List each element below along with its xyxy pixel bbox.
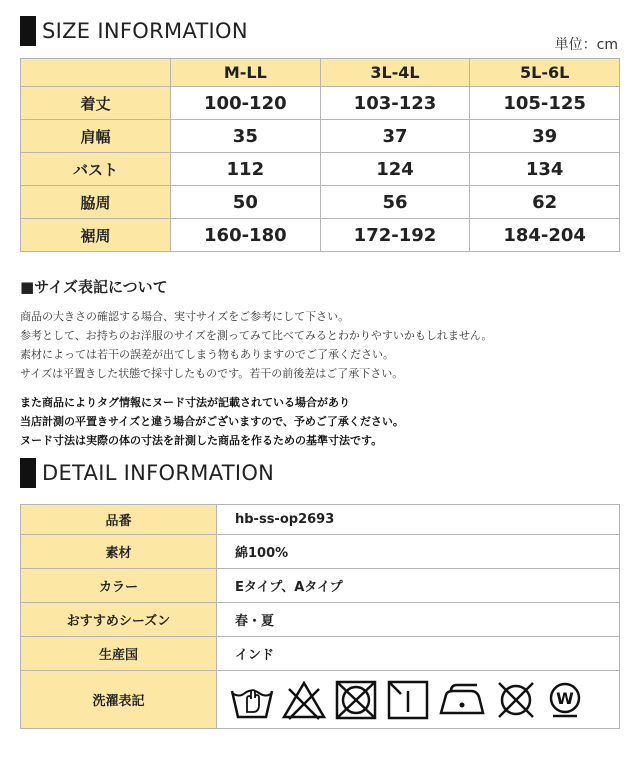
size-col-header: M-LL bbox=[171, 59, 321, 87]
notes-title: ■サイズ表記について bbox=[20, 278, 168, 296]
size-row-label: バスト bbox=[21, 153, 171, 186]
size-table bbox=[20, 58, 620, 252]
wet-clean-letter: W bbox=[556, 688, 574, 708]
table-row bbox=[21, 637, 620, 671]
size-cell: 35 bbox=[171, 120, 321, 153]
notes-bold-line: ヌード寸法は実際の体の寸法を計測した商品を作るための基準寸法です。 bbox=[20, 434, 383, 447]
notes-line: サイズは平置きした状態で採寸したものです。若干の前後差はご了承下さい。 bbox=[20, 367, 404, 380]
size-row-label: 脇周 bbox=[21, 186, 171, 219]
size-info-heading bbox=[20, 16, 248, 46]
unit-label: 単位：cm bbox=[554, 37, 618, 53]
detail-row-value: 春・夏 bbox=[217, 603, 620, 637]
size-cell: 112 bbox=[171, 153, 321, 186]
detail-row-label: 品番 bbox=[21, 505, 217, 535]
table-row bbox=[21, 603, 620, 637]
wet-clean-icon bbox=[545, 679, 585, 721]
care-icons-cell bbox=[217, 671, 620, 729]
heading-bar bbox=[20, 16, 36, 46]
table-row bbox=[21, 87, 620, 120]
line-dry-shade-icon bbox=[385, 679, 431, 721]
table-row bbox=[21, 120, 620, 153]
size-cell: 100-120 bbox=[171, 87, 321, 120]
no-bleach-icon bbox=[281, 679, 327, 721]
care-icons bbox=[229, 679, 619, 721]
detail-row-label: おすすめシーズン bbox=[21, 603, 217, 637]
table-row bbox=[21, 186, 620, 219]
detail-row-label: 素材 bbox=[21, 535, 217, 569]
size-cell: 160-180 bbox=[171, 219, 321, 252]
size-cell: 103-123 bbox=[320, 87, 470, 120]
detail-row-value: hb-ss-op2693 bbox=[217, 505, 620, 535]
size-cell: 124 bbox=[320, 153, 470, 186]
no-tumble-dry-icon bbox=[333, 679, 379, 721]
detail-row-value: インド bbox=[217, 637, 620, 671]
detail-row-value: Eタイプ、Aタイプ bbox=[217, 569, 620, 603]
size-cell: 134 bbox=[470, 153, 620, 186]
care-label: 洗濯表記 bbox=[21, 671, 217, 729]
table-row bbox=[21, 671, 620, 729]
size-col-header: 3L-4L bbox=[320, 59, 470, 87]
notes-line: 参考として、お持ちのお洋服のサイズを測ってみて比べてみるとわかりやすいかもしれません。 bbox=[20, 329, 493, 342]
detail-row-label: カラー bbox=[21, 569, 217, 603]
table-row bbox=[21, 535, 620, 569]
notes-line: 商品の大きさの確認する場合、実寸サイズをご参考にして下さい。 bbox=[20, 310, 350, 323]
detail-table bbox=[20, 504, 620, 729]
size-cell: 37 bbox=[320, 120, 470, 153]
size-row-label: 裾周 bbox=[21, 219, 171, 252]
size-table-corner bbox=[21, 59, 171, 87]
hand-wash-icon bbox=[229, 679, 275, 721]
size-cell: 56 bbox=[320, 186, 470, 219]
table-row bbox=[21, 569, 620, 603]
table-row bbox=[21, 153, 620, 186]
notes-line: 素材によっては若干の誤差が出てしまう物もありますのでご了承ください。 bbox=[20, 348, 394, 361]
size-cell: 39 bbox=[470, 120, 620, 153]
no-dry-clean-icon bbox=[493, 679, 539, 721]
notes-bold-line: 当店計測の平置きサイズと違う場合がございますので、予めご了承ください。 bbox=[20, 415, 404, 428]
detail-info-heading bbox=[20, 458, 274, 488]
heading-bar bbox=[20, 458, 36, 488]
detail-row-label: 生産国 bbox=[21, 637, 217, 671]
size-cell: 105-125 bbox=[470, 87, 620, 120]
size-cell: 50 bbox=[171, 186, 321, 219]
size-info-title: SIZE INFORMATION bbox=[42, 19, 248, 43]
size-cell: 62 bbox=[470, 186, 620, 219]
table-row bbox=[21, 505, 620, 535]
iron-low-icon bbox=[437, 679, 487, 721]
size-notes bbox=[20, 276, 620, 450]
notes-bold-line: また商品によりタグ情報にヌード寸法が記載されている場合があり bbox=[20, 396, 350, 409]
size-col-header: 5L-6L bbox=[470, 59, 620, 87]
size-cell: 172-192 bbox=[320, 219, 470, 252]
table-row bbox=[21, 219, 620, 252]
size-row-label: 肩幅 bbox=[21, 120, 171, 153]
size-row-label: 着丈 bbox=[21, 87, 171, 120]
size-cell: 184-204 bbox=[470, 219, 620, 252]
detail-row-value: 綿100% bbox=[217, 535, 620, 569]
detail-info-title: DETAIL INFORMATION bbox=[42, 461, 275, 485]
